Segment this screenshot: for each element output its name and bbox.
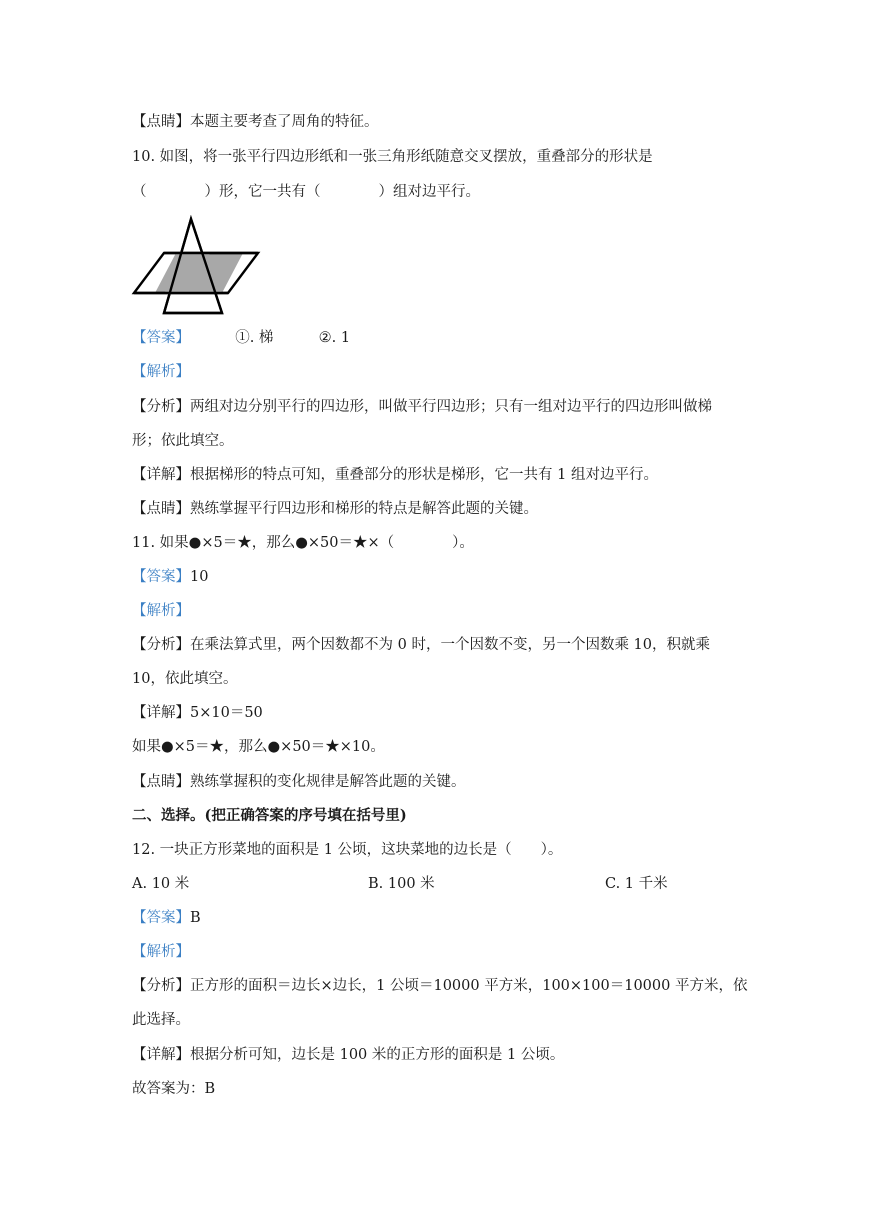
section-tag: 【分析】	[132, 637, 190, 653]
section-text: 熟练掌握积的变化规律是解答此题的关键。	[190, 774, 466, 790]
section-tag: 【详解】	[132, 1047, 190, 1063]
section-tag: 【点睛】	[132, 501, 190, 517]
question-12-text: 12. 一块正方形菜地的面积是 1 公顷，这块菜地的边长是（ ）。	[132, 842, 563, 858]
key-point-text	[132, 499, 538, 519]
section-tag: 【详解】	[132, 705, 190, 721]
section-text: 两组对边分别平行的四边形，叫做平行四边形；只有一组对边平行的四边形叫做梯	[190, 399, 712, 415]
answer-value: B	[190, 910, 201, 926]
answer-tag: 【答案】	[132, 569, 190, 585]
analysis-text-cont: 形；依此填空。	[132, 433, 234, 449]
overlap-figure	[130, 215, 262, 321]
final-answer-text: 故答案为：B	[132, 1081, 216, 1097]
answer-line	[132, 328, 350, 348]
question-11-text: 11. 如果●×5＝★，那么●×50＝★×（ ）。	[132, 535, 474, 551]
analysis-text-cont: 10，依此填空。	[132, 671, 238, 687]
answer-tag: 【答案】	[132, 330, 190, 346]
detail-text-cont: 如果●×5＝★，那么●×50＝★×10。	[132, 739, 385, 755]
section-text: 本题主要考查了周角的特征。	[190, 114, 379, 130]
text-line	[132, 112, 379, 132]
question-10-blanks: （ ）形，它一共有（ ）组对边平行。	[132, 184, 480, 200]
option-c: C. 1 千米	[605, 876, 668, 892]
answer-value: 10	[190, 569, 209, 585]
option-a: A. 10 米	[132, 876, 190, 892]
section-text: 根据分析可知，边长是 100 米的正方形的面积是 1 公顷。	[190, 1047, 565, 1063]
section-text: 在乘法算式里，两个因数都不为 0 时，一个因数不变，另一个因数乘 10，积就乘	[190, 637, 711, 653]
analysis-tag: 【解析】	[132, 603, 190, 619]
answer-tag: 【答案】	[132, 910, 190, 926]
answer-part-1: ①. 梯	[235, 330, 274, 346]
analysis-tag: 【解析】	[132, 944, 190, 960]
section-text: 正方形的面积＝边长×边长，1 公顷＝10000 平方米，100×100＝10000 平方米，依	[190, 978, 748, 994]
option-b: B. 100 米	[368, 876, 435, 892]
analysis-text-cont: 此选择。	[132, 1012, 190, 1028]
answer-line	[132, 908, 201, 928]
detail-text	[132, 703, 263, 723]
answer-line	[132, 567, 208, 587]
section-text: 熟练掌握平行四边形和梯形的特点是解答此题的关键。	[190, 501, 538, 517]
analysis-text	[132, 635, 710, 655]
question-10-text: 10. 如图，将一张平行四边形纸和一张三角形纸随意交叉摆放，重叠部分的形状是	[132, 149, 653, 165]
section-tag: 【分析】	[132, 399, 190, 415]
analysis-tag: 【解析】	[132, 364, 190, 380]
section-text: 根据梯形的特点可知，重叠部分的形状是梯形，它一共有 1 组对边平行。	[190, 467, 658, 483]
key-point-text	[132, 772, 466, 792]
detail-text	[132, 465, 658, 485]
answer-part-2: ②. 1	[318, 330, 351, 346]
section-tag: 【分析】	[132, 978, 190, 994]
detail-text	[132, 1045, 564, 1065]
section-tag: 【点睛】	[132, 114, 190, 130]
section-text: 5×10＝50	[190, 705, 263, 721]
section-tag: 【点睛】	[132, 774, 190, 790]
section-tag: 【详解】	[132, 467, 190, 483]
analysis-text	[132, 397, 712, 417]
analysis-text	[132, 976, 747, 996]
section-heading: 二、选择。(把正确答案的序号填在括号里)	[132, 807, 407, 824]
